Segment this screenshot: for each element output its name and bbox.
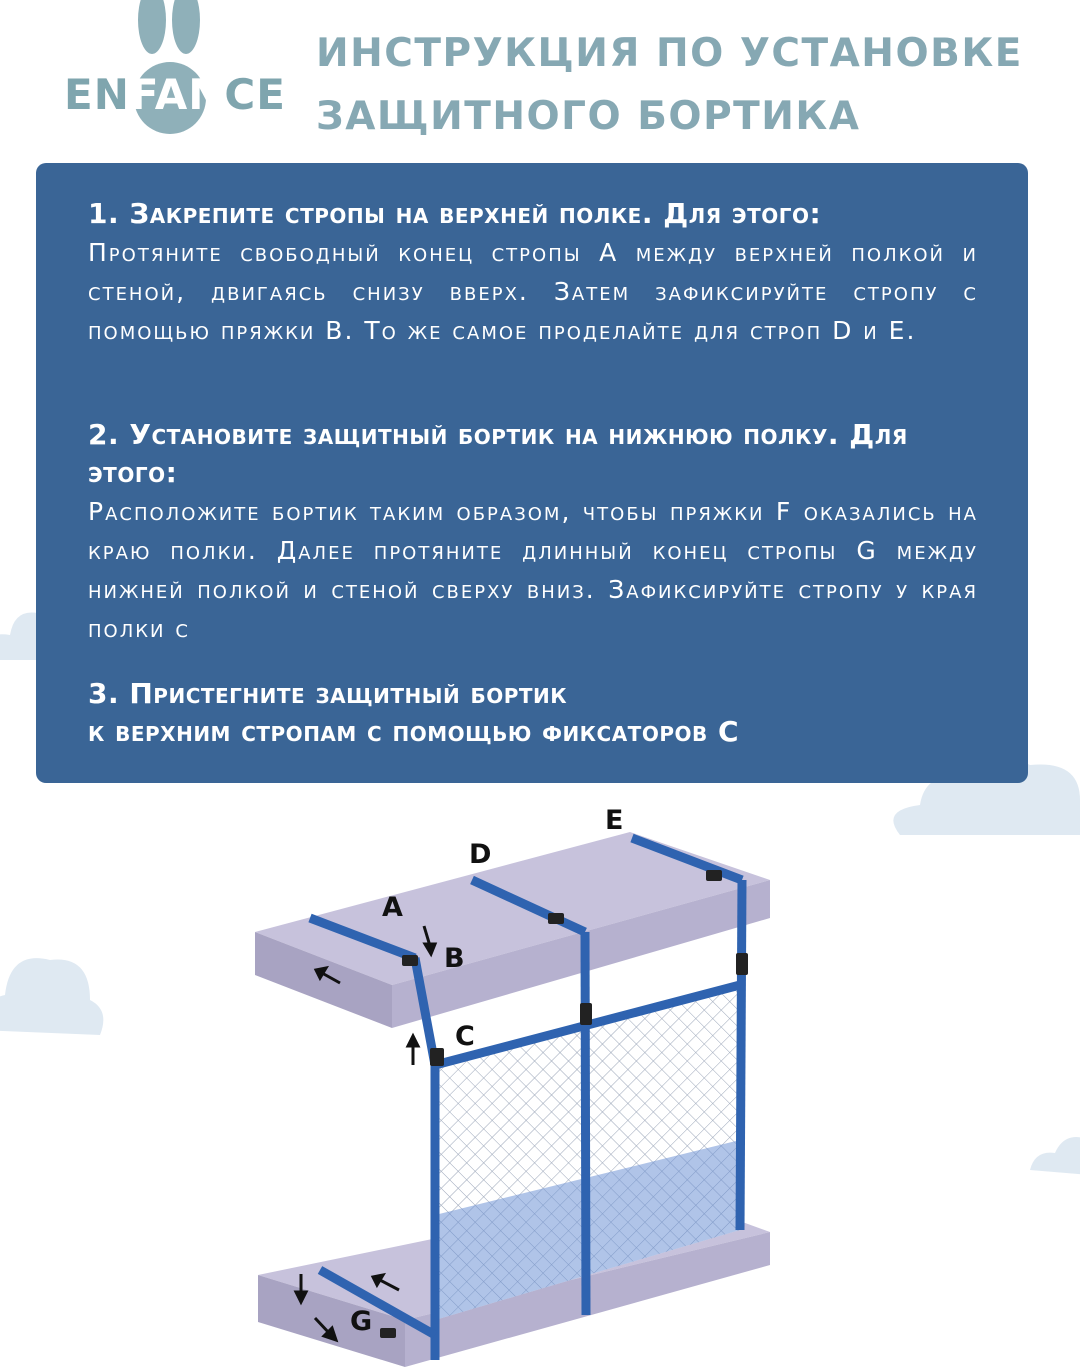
diagram-label-e: E <box>605 805 624 836</box>
shelf-diagram <box>240 800 800 1367</box>
step-heading: 2. Установите защитный бортик на нижнюю полку. Для этого: <box>88 418 908 489</box>
step-body: Расположите бортик таким образом, чтобы пряжки F оказались на краю полки. Далее протяните длинный конец стропы G между нижней полкой и стеной сверху вниз. Зафиксируйте стропу у края полки с <box>88 497 978 643</box>
step-heading-continued: к верхним стропам с помощью фиксаторов C <box>88 715 740 748</box>
page-title <box>316 22 1023 148</box>
step-1 <box>88 195 978 350</box>
step-body: Протяните свободный конец стропы A между верхней полкой и стеной, двигаясь снизу вверх. Затем зафиксируйте стропу с помощью пряжки B. То же самое проделайте для строп D и E. <box>88 238 978 345</box>
cloud-decoration <box>1030 1115 1080 1185</box>
title-line: ЗАЩИТНОГО БОРТИКА <box>316 94 861 139</box>
diagram-label-b: B <box>444 943 465 974</box>
step-heading: 3. Пристегните защитный бортик <box>88 677 568 710</box>
step-heading: 1. Закрепите стропы на верхней полке. Для этого: <box>88 197 822 230</box>
diagram-label-g: G <box>350 1306 373 1337</box>
diagram-label-d: D <box>469 839 492 870</box>
brand-logo: ENFANCE <box>64 70 286 119</box>
title-line: ИНСТРУКЦИЯ ПО УСТАНОВКЕ <box>316 31 1023 76</box>
instructions-panel <box>36 163 1028 783</box>
diagram-label-c: C <box>455 1021 475 1052</box>
step-2 <box>88 416 978 648</box>
step-3 <box>88 675 978 751</box>
diagram-label-a: A <box>382 892 403 923</box>
cloud-decoration <box>0 920 110 1050</box>
